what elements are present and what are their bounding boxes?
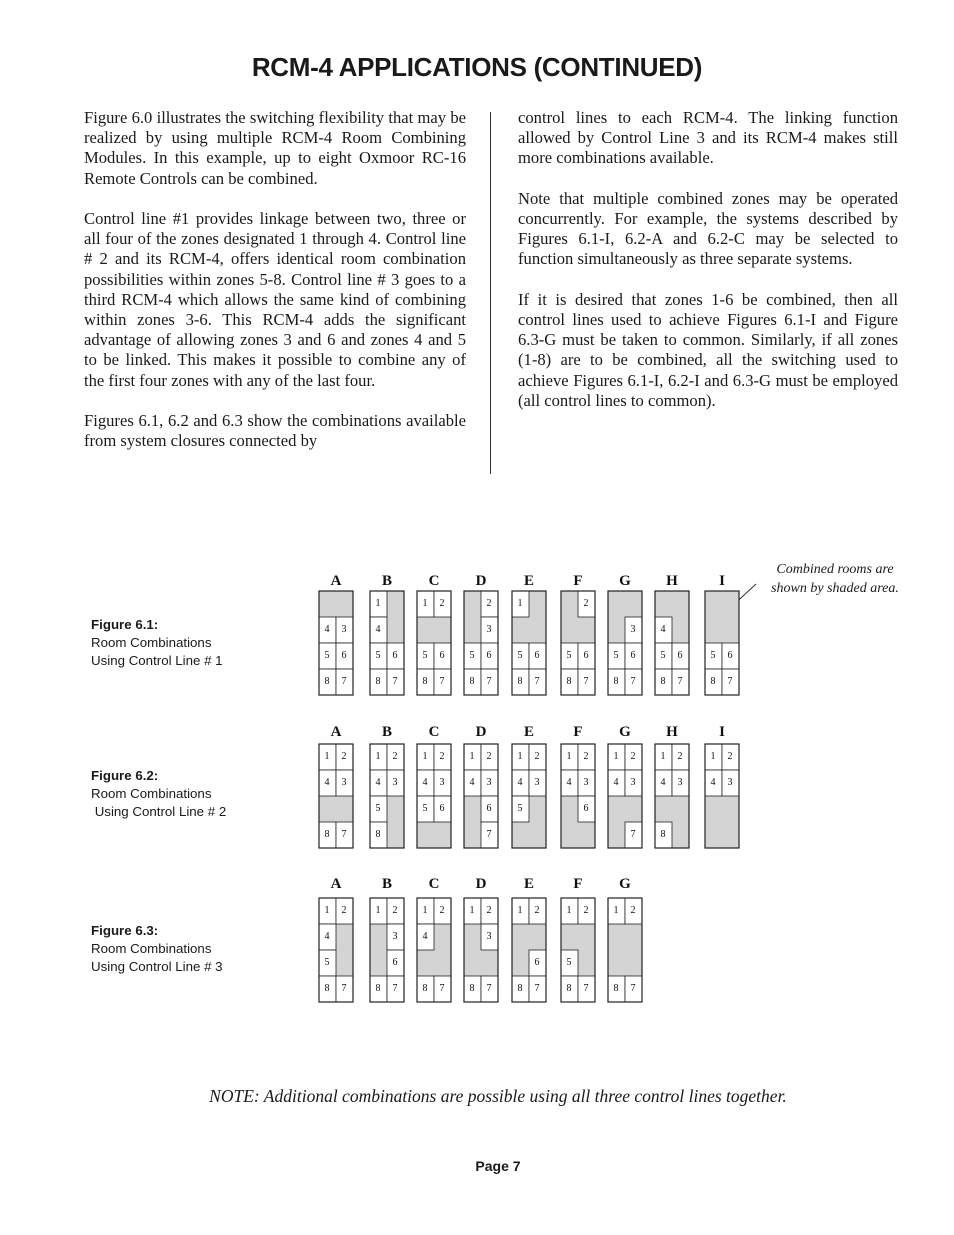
zone-number: 6 [677, 650, 683, 661]
zone-number: 5 [517, 650, 523, 661]
diagram-label: E [523, 724, 535, 740]
zone-number: 8 [422, 983, 428, 994]
diagram-label: C [428, 573, 440, 589]
room-diagram-a [319, 573, 353, 695]
shaded-zone [512, 950, 529, 976]
zone-number: 2 [583, 905, 589, 916]
zone-number: 3 [630, 777, 636, 788]
shaded-zone [434, 924, 451, 950]
zone-number: 8 [469, 676, 475, 687]
zone-number: 1 [422, 751, 428, 762]
shaded-zone [705, 822, 722, 848]
zone-number: 6 [534, 957, 540, 968]
caption-line: Using Control Line # 2 [91, 804, 227, 819]
zone-number: 3 [486, 624, 492, 635]
shaded-zone [464, 822, 481, 848]
zone-number: 3 [392, 931, 398, 942]
shaded-zone [529, 617, 546, 643]
zone-number: 1 [517, 751, 523, 762]
caption-line: Room Combinations [91, 941, 212, 956]
diagram-label: E [523, 573, 535, 589]
paragraph: Note that multiple combined zones may be operated concurrently. For example, the systems described by Figures 6.1-I, 6.2-A and 6.2-C may be selected to function simultaneously as three separate systems. [518, 188, 898, 269]
zone-number: 4 [324, 777, 330, 788]
shaded-zone [319, 796, 336, 822]
shaded-zone [672, 796, 689, 822]
zone-number: 7 [677, 676, 683, 687]
zone-number: 5 [710, 650, 716, 661]
zone-number: 8 [324, 676, 330, 687]
zone-number: 2 [534, 751, 540, 762]
zone-number: 2 [486, 751, 492, 762]
caption-line: Using Control Line # 1 [91, 653, 223, 668]
paragraph: Figure 6.0 illustrates the switching flexibility that may be realized by using multiple RCM-4 Room Combining Modules. In this example, up to eight Oxmoor RC-16 Remote Controls can be combined. [84, 108, 466, 188]
zone-number: 8 [660, 829, 666, 840]
zone-number: 7 [341, 829, 347, 840]
shaded-zone [387, 617, 404, 643]
diagram-label: H [666, 724, 678, 740]
zone-number: 7 [583, 676, 589, 687]
zone-number: 7 [727, 676, 733, 687]
shaded-zone [705, 796, 722, 822]
zone-number: 6 [439, 650, 445, 661]
zone-number: 5 [422, 650, 428, 661]
room-diagram-e [512, 724, 546, 848]
shaded-zone [672, 591, 689, 617]
zone-number: 4 [517, 777, 523, 788]
zone-number: 5 [469, 650, 475, 661]
shaded-zone [336, 950, 353, 976]
diagram-label: A [330, 724, 342, 740]
zone-number: 2 [583, 598, 589, 609]
shaded-zone [529, 591, 546, 617]
shaded-zone [417, 950, 434, 976]
zone-number: 2 [439, 598, 445, 609]
shaded-zone [608, 617, 625, 643]
zone-number: 6 [486, 803, 492, 814]
shaded-zone [434, 617, 451, 643]
zone-number: 6 [392, 650, 398, 661]
shaded-zone [722, 591, 739, 617]
page-number: Page 7 [475, 1158, 521, 1174]
zone-number: 1 [566, 751, 572, 762]
shaded-zone [561, 591, 578, 617]
zone-number: 1 [613, 905, 619, 916]
room-diagram-c [417, 573, 451, 695]
zone-number: 8 [324, 829, 330, 840]
zone-number: 4 [422, 931, 428, 942]
diagram-label: F [573, 573, 583, 589]
zone-number: 8 [375, 829, 381, 840]
zone-number: 8 [375, 983, 381, 994]
zone-number: 4 [613, 777, 619, 788]
zone-number: 7 [341, 676, 347, 687]
room-diagram-a [319, 876, 353, 1002]
zone-number: 6 [392, 957, 398, 968]
shaded-zone [434, 822, 451, 848]
shaded-zone [672, 617, 689, 643]
room-diagram-c [417, 724, 451, 848]
shaded-zone [464, 591, 481, 617]
zone-number: 8 [517, 983, 523, 994]
room-diagram-i [705, 724, 739, 848]
zone-number: 7 [439, 676, 445, 687]
shaded-zone [625, 924, 642, 950]
zone-number: 3 [727, 777, 733, 788]
zone-number: 7 [630, 983, 636, 994]
zone-number: 3 [486, 777, 492, 788]
zone-number: 5 [566, 650, 572, 661]
zone-number: 1 [422, 905, 428, 916]
zone-number: 5 [375, 650, 381, 661]
zone-number: 3 [630, 624, 636, 635]
room-diagram-f [561, 573, 595, 695]
shaded-zone [370, 950, 387, 976]
zone-number: 4 [566, 777, 572, 788]
zone-number: 2 [392, 751, 398, 762]
figure-number: Figure 6.2: [91, 768, 159, 783]
zone-number: 6 [534, 650, 540, 661]
shaded-zone [561, 796, 578, 822]
diagram-label: F [573, 724, 583, 740]
zone-number: 8 [517, 676, 523, 687]
shaded-zone [319, 591, 336, 617]
shaded-zone [336, 796, 353, 822]
zone-number: 7 [392, 676, 398, 687]
figure-number: Figure 6.3: [91, 923, 159, 938]
zone-number: 6 [727, 650, 733, 661]
zone-number: 7 [630, 676, 636, 687]
zone-number: 2 [677, 751, 683, 762]
shaded-zone [387, 591, 404, 617]
room-diagram-i [705, 573, 739, 695]
shaded-zone [387, 822, 404, 848]
zone-number: 3 [677, 777, 683, 788]
diagram-label: D [475, 876, 487, 892]
zone-number: 8 [324, 983, 330, 994]
paragraph: control lines to each RCM-4. The linking function allowed by Control Line 3 and its RCM-4 makes still more combinations available. [518, 108, 898, 168]
zone-number: 8 [613, 676, 619, 687]
shaded-zone [608, 924, 625, 950]
page-title: RCM-4 APPLICATIONS (CONTINUED) [251, 52, 703, 82]
zone-number: 4 [660, 624, 666, 635]
shaded-zone [655, 591, 672, 617]
diagram-label: G [619, 876, 631, 892]
diagram-label: F [573, 876, 583, 892]
zone-number: 5 [613, 650, 619, 661]
room-diagram-e [512, 573, 546, 695]
shaded-zone [578, 924, 595, 950]
shaded-zone [608, 796, 625, 822]
shaded-zone [625, 591, 642, 617]
zone-number: 2 [486, 905, 492, 916]
shaded-zone [464, 950, 481, 976]
zone-number: 5 [422, 803, 428, 814]
room-diagram-a [319, 724, 353, 848]
shaded-zone [464, 924, 481, 950]
shaded-zone [464, 796, 481, 822]
zone-number: 7 [392, 983, 398, 994]
shaded-zone [608, 591, 625, 617]
diagram-label: A [330, 573, 342, 589]
zone-number: 4 [422, 777, 428, 788]
diagram-label: A [330, 876, 342, 892]
shaded-zone [336, 591, 353, 617]
shaded-zone [655, 796, 672, 822]
diagram-label: B [381, 573, 393, 589]
zone-number: 1 [375, 751, 381, 762]
zone-number: 1 [324, 751, 330, 762]
zone-number: 7 [439, 983, 445, 994]
zone-number: 2 [341, 751, 347, 762]
shaded-zone [387, 796, 404, 822]
diagram-label: G [619, 573, 631, 589]
zone-number: 1 [469, 905, 475, 916]
shaded-zone [417, 822, 434, 848]
zone-number: 5 [660, 650, 666, 661]
diagram-label: D [475, 724, 487, 740]
shaded-zone [578, 822, 595, 848]
room-diagram-h [655, 573, 689, 695]
zone-number: 1 [375, 905, 381, 916]
zone-number: 5 [566, 957, 572, 968]
caption-line: Using Control Line # 3 [91, 959, 223, 974]
zone-number: 8 [469, 983, 475, 994]
zone-number: 8 [566, 676, 572, 687]
shaded-zone [434, 950, 451, 976]
shaded-zone [608, 822, 625, 848]
room-diagram-e [512, 876, 546, 1002]
zone-number: 3 [534, 777, 540, 788]
room-diagram-f [561, 724, 595, 848]
zone-number: 3 [439, 777, 445, 788]
shaded-zone [529, 822, 546, 848]
zone-number: 4 [375, 624, 381, 635]
zone-number: 4 [660, 777, 666, 788]
zone-number: 1 [422, 598, 428, 609]
diagram-label: D [475, 573, 487, 589]
paragraph: Figures 6.1, 6.2 and 6.3 show the combinations available from system closures connected by [84, 411, 466, 451]
zone-number: 8 [613, 983, 619, 994]
zone-number: 7 [534, 676, 540, 687]
zone-number: 8 [422, 676, 428, 687]
room-diagram-b [370, 724, 404, 848]
figure-number: Figure 6.1: [91, 617, 159, 632]
zone-number: 1 [324, 905, 330, 916]
zone-number: 2 [392, 905, 398, 916]
room-diagram-g [608, 724, 642, 848]
shaded-zone [705, 617, 722, 643]
zone-number: 8 [566, 983, 572, 994]
zone-number: 5 [324, 957, 330, 968]
zone-number: 8 [660, 676, 666, 687]
zone-number: 1 [710, 751, 716, 762]
shaded-zone [722, 796, 739, 822]
room-diagram-f [561, 876, 595, 1002]
shaded-zone [512, 822, 529, 848]
zone-number: 2 [439, 905, 445, 916]
zone-number: 3 [341, 777, 347, 788]
zone-number: 5 [375, 803, 381, 814]
zone-number: 1 [517, 905, 523, 916]
zone-number: 1 [517, 598, 523, 609]
shaded-zone [722, 617, 739, 643]
zone-number: 4 [324, 931, 330, 942]
shaded-zone [625, 796, 642, 822]
zone-number: 5 [517, 803, 523, 814]
room-diagram-h [655, 724, 689, 848]
paragraph: Control line #1 provides linkage between two, three or all four of the zones designated 1 through 4. Control line # 2 and its RCM-4, offers identical room combination possibilities within zones 5-8. Control line # 3 goes to a third RCM-4 which allows the same kind of combining within zones 3-6. This RCM-4 adds the significant advantage of allowing zones 3 and 6 and zones 4 and 5 to be linked. This makes it possible to combine any of the first four zones with any of the last four. [84, 209, 466, 390]
combined-rooms-note: Combined rooms are shown by shaded area. [771, 562, 899, 596]
zone-number: 1 [375, 598, 381, 609]
room-diagram-g [608, 573, 642, 695]
zone-number: 2 [341, 905, 347, 916]
shaded-zone [722, 822, 739, 848]
room-diagram-d [464, 724, 498, 848]
shaded-zone [370, 924, 387, 950]
diagram-label: I [719, 724, 725, 740]
zone-number: 4 [469, 777, 475, 788]
shaded-zone [529, 924, 546, 950]
caption-line: Room Combinations [91, 786, 212, 801]
shaded-zone [625, 950, 642, 976]
diagram-label: I [719, 573, 725, 589]
diagram-label: B [381, 724, 393, 740]
diagram-label: C [428, 724, 440, 740]
zone-number: 1 [613, 751, 619, 762]
zone-number: 7 [534, 983, 540, 994]
zone-number: 6 [583, 650, 589, 661]
shaded-zone [481, 950, 498, 976]
zone-number: 7 [630, 829, 636, 840]
zone-number: 7 [486, 983, 492, 994]
caption-line: Room Combinations [91, 635, 212, 650]
zone-number: 1 [566, 905, 572, 916]
shaded-zone [464, 617, 481, 643]
room-diagram-b [370, 573, 404, 695]
zone-number: 2 [583, 751, 589, 762]
zone-number: 2 [534, 905, 540, 916]
zone-number: 8 [375, 676, 381, 687]
zone-number: 6 [439, 803, 445, 814]
zone-number: 2 [486, 598, 492, 609]
zone-number: 4 [375, 777, 381, 788]
shaded-zone [561, 822, 578, 848]
zone-number: 7 [583, 983, 589, 994]
zone-number: 4 [710, 777, 716, 788]
zone-number: 3 [392, 777, 398, 788]
room-diagram-c [417, 876, 451, 1002]
room-diagram-d [464, 876, 498, 1002]
zone-number: 2 [630, 751, 636, 762]
zone-number: 7 [486, 676, 492, 687]
zone-number: 1 [469, 751, 475, 762]
shaded-zone [512, 924, 529, 950]
shaded-zone [608, 950, 625, 976]
shaded-zone [705, 591, 722, 617]
zone-number: 8 [710, 676, 716, 687]
diagram-label: E [523, 876, 535, 892]
shaded-zone [512, 617, 529, 643]
zone-number: 4 [324, 624, 330, 635]
diagram-label: H [666, 573, 678, 589]
diagram-label: C [428, 876, 440, 892]
shaded-zone [529, 796, 546, 822]
zone-number: 7 [486, 829, 492, 840]
shaded-zone [561, 617, 578, 643]
zone-number: 7 [341, 983, 347, 994]
zone-number: 2 [439, 751, 445, 762]
room-diagram-b [370, 876, 404, 1002]
shaded-zone [578, 617, 595, 643]
shaded-zone [561, 924, 578, 950]
diagram-label: B [381, 876, 393, 892]
shaded-zone [672, 822, 689, 848]
zone-number: 2 [727, 751, 733, 762]
zone-number: 3 [341, 624, 347, 635]
zone-number: 3 [486, 931, 492, 942]
shaded-zone [417, 617, 434, 643]
zone-number: 6 [583, 803, 589, 814]
zone-number: 6 [486, 650, 492, 661]
zone-number: 2 [630, 905, 636, 916]
shaded-zone [336, 924, 353, 950]
zone-number: 3 [583, 777, 589, 788]
paragraph: If it is desired that zones 1-6 be combined, then all control lines used to achieve Figures 6.1-I and Figure 6.3-G must be taken to common. Similarly, if all zones (1-8) are to be combined, all the switching used to achieve Figures 6.1-I, 6.2-I and 6.3-G must be employed (all control lines to common). [518, 289, 898, 410]
shaded-zone [578, 950, 595, 976]
zone-number: 5 [324, 650, 330, 661]
room-diagram-d [464, 573, 498, 695]
room-diagram-g [608, 876, 642, 1002]
footer-note: NOTE: Additional combinations are possible using all three control lines together. [209, 1086, 787, 1106]
zone-number: 6 [341, 650, 347, 661]
zone-number: 1 [660, 751, 666, 762]
diagram-label: G [619, 724, 631, 740]
zone-number: 6 [630, 650, 636, 661]
